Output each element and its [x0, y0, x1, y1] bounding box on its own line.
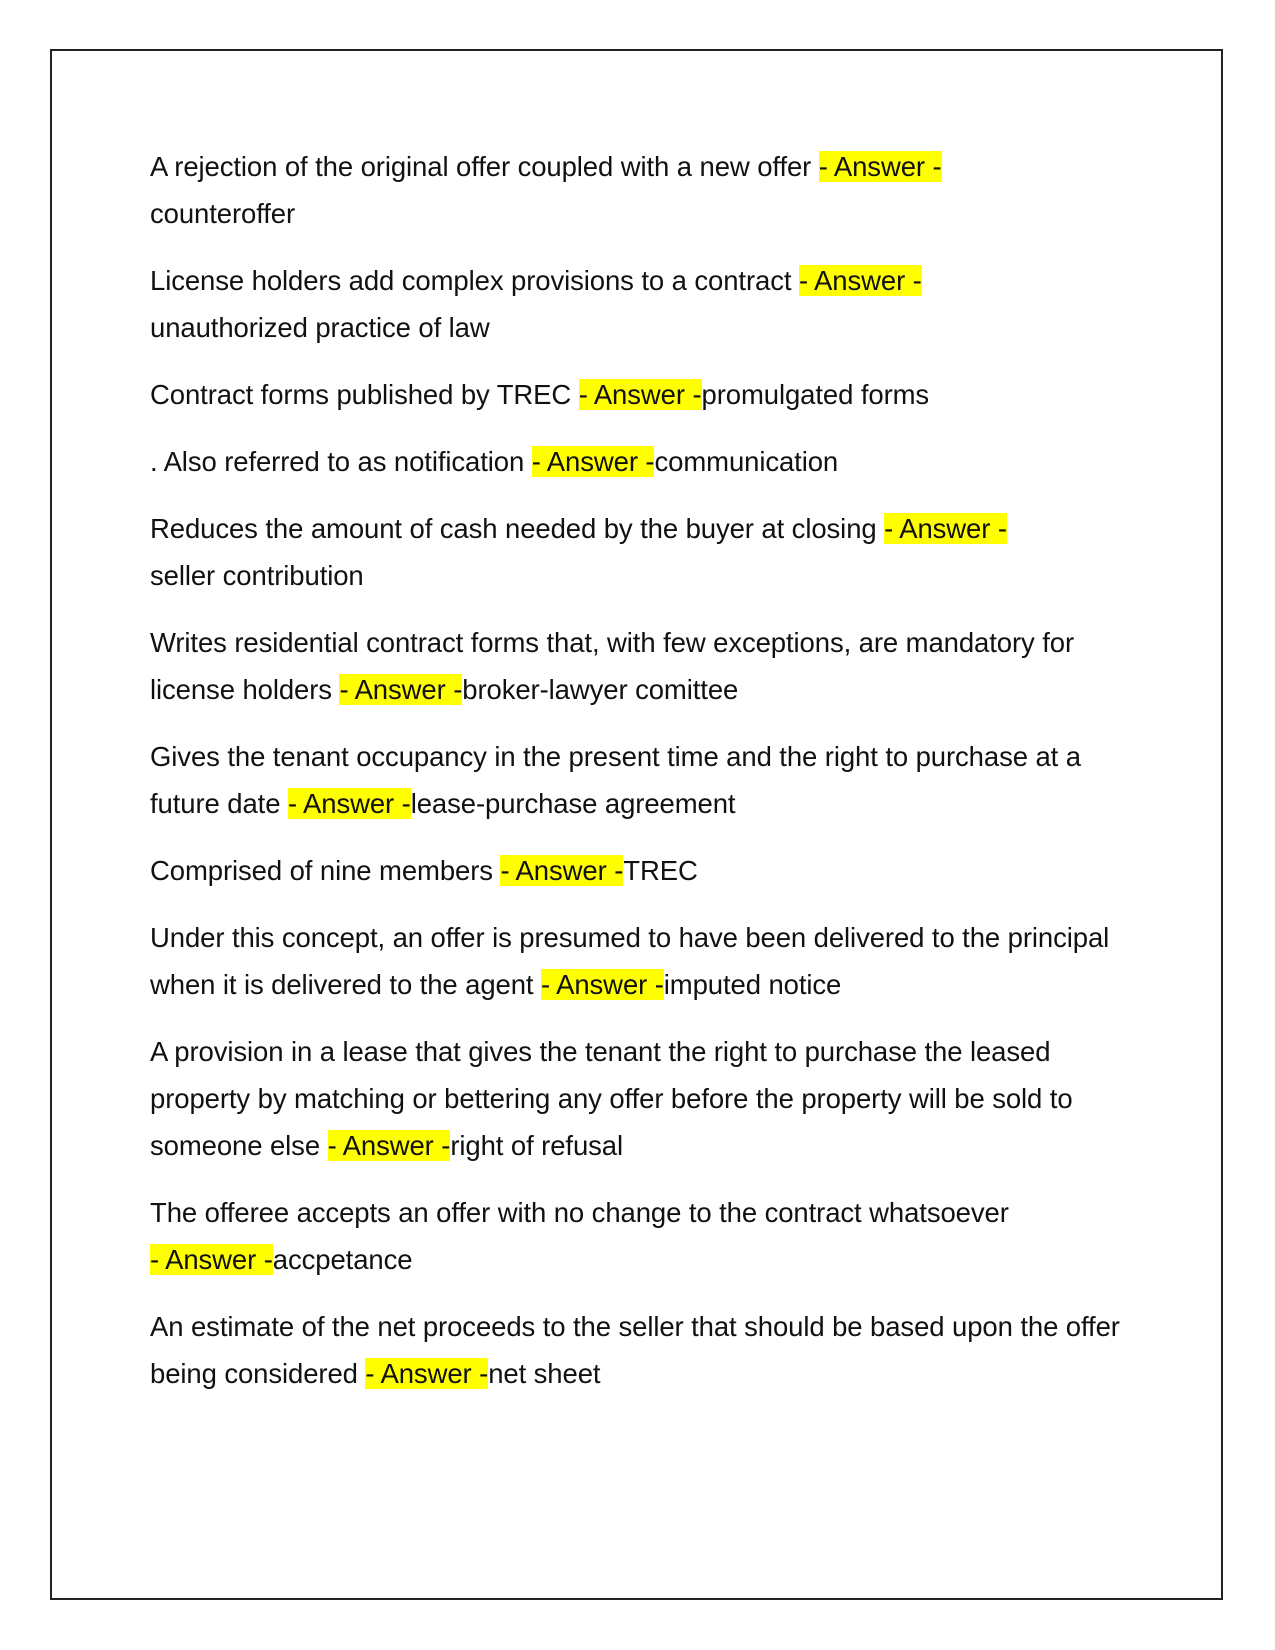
answer-text: unauthorized practice of law: [150, 312, 490, 343]
question-text: Gives the tenant occupancy in the present time and the right to purchase at a future date: [150, 741, 1081, 819]
question-text: Comprised of nine members: [150, 855, 501, 886]
answer-marker: - Answer -: [818, 151, 942, 182]
answer-text: accpetance: [272, 1244, 413, 1275]
question-text: Writes residential contract forms that, with few exceptions, are mandatory for license holders: [150, 627, 1075, 705]
answer-marker: - Answer -: [339, 674, 463, 705]
question-answer-list: [150, 143, 1130, 1417]
answer-text: broker-lawyer comittee: [462, 674, 739, 705]
answer-text: lease-purchase agreement: [410, 788, 736, 819]
answer-marker: - Answer -: [531, 446, 655, 477]
answer-text: promulgated forms: [701, 379, 930, 410]
question-text: . Also referred to as notification: [150, 446, 532, 477]
list-item: [150, 914, 1130, 1008]
answer-text: TREC: [623, 855, 698, 886]
list-item: [150, 1189, 1130, 1283]
question-text: Reduces the amount of cash needed by the buyer at closing: [150, 513, 885, 544]
answer-marker: - Answer -: [500, 855, 624, 886]
list-item: [150, 1028, 1130, 1169]
list-item: [150, 143, 1130, 237]
list-item: [150, 733, 1130, 827]
answer-marker: - Answer -: [365, 1358, 489, 1389]
answer-marker: - Answer -: [287, 788, 411, 819]
list-item: [150, 505, 1130, 599]
question-text: The offeree accepts an offer with no change to the contract whatsoever: [150, 1197, 1009, 1228]
list-item: [150, 438, 1130, 485]
answer-text: counteroffer: [150, 198, 296, 229]
question-text: Under this concept, an offer is presumed to have been delivered to the principal when it is delivered to the agent: [150, 922, 1110, 1000]
list-item: [150, 619, 1130, 713]
answer-text: net sheet: [488, 1358, 601, 1389]
list-item: [150, 257, 1130, 351]
list-item: [150, 371, 1130, 418]
question-text: A provision in a lease that gives the tenant the right to purchase the leased property by matching or bettering any offer before the property will be sold to someone else: [150, 1036, 1073, 1161]
answer-text: imputed notice: [663, 969, 842, 1000]
question-text: An estimate of the net proceeds to the seller that should be based upon the offer being considered: [150, 1311, 1120, 1389]
question-text: License holders add complex provisions to a contract: [150, 265, 799, 296]
answer-marker: - Answer -: [327, 1130, 451, 1161]
answer-marker: - Answer -: [541, 969, 664, 1000]
question-text: Contract forms published by TREC: [150, 379, 579, 410]
list-item: [150, 847, 1130, 894]
answer-text: right of refusal: [450, 1130, 623, 1161]
answer-text: communication: [654, 446, 839, 477]
answer-text: seller contribution: [150, 560, 364, 591]
list-item: [150, 1303, 1130, 1397]
answer-marker: - Answer -: [798, 265, 922, 296]
question-text: A rejection of the original offer coupled with a new offer: [150, 151, 819, 182]
answer-marker: - Answer -: [150, 1244, 273, 1275]
answer-marker: - Answer -: [578, 379, 702, 410]
answer-marker: - Answer -: [884, 513, 1007, 544]
